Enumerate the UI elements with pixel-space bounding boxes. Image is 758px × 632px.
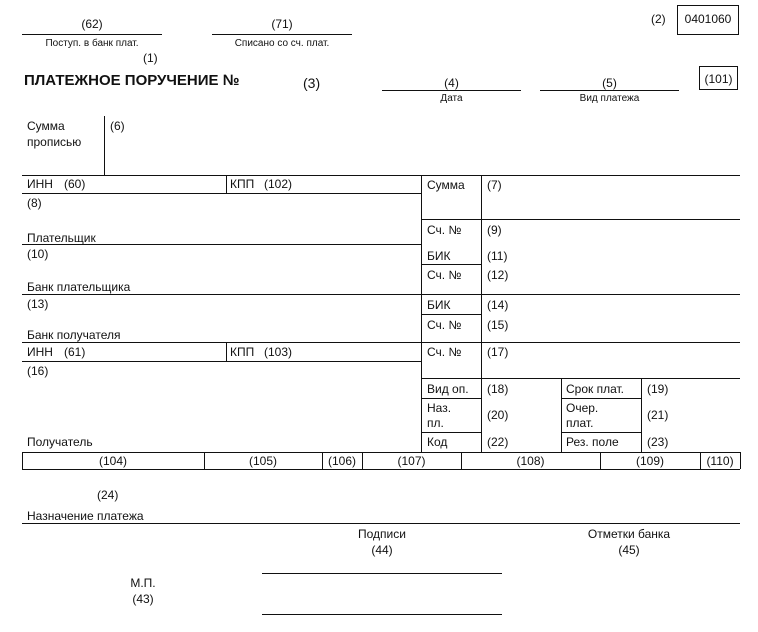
recipient-bank-account-label: Сч. № xyxy=(427,318,462,332)
payer-account-code: (9) xyxy=(487,223,502,237)
tax-field-110: (110) xyxy=(706,454,734,468)
payment-type-label: Вид платежа xyxy=(579,93,640,104)
purpose-label: Назначение платежа xyxy=(27,509,144,523)
recipient-inn-label: ИНН xyxy=(27,345,53,359)
code-3: (3) xyxy=(303,75,321,91)
reserve-code: (23) xyxy=(647,435,669,449)
grid-line xyxy=(421,314,481,315)
order-code: (21) xyxy=(647,408,669,422)
signature-line-2 xyxy=(262,614,502,615)
stamp-code: (43) xyxy=(132,592,154,606)
recipient-kpp-label: КПП xyxy=(230,345,255,359)
code-code: (22) xyxy=(487,435,509,449)
sum-code: (7) xyxy=(487,178,502,192)
grid-line xyxy=(226,175,227,193)
payer-bank-account-code: (12) xyxy=(487,268,509,282)
grid-line xyxy=(22,342,740,343)
bank-marks-label: Отметки банка xyxy=(587,527,671,541)
reserve-label: Рез. поле xyxy=(566,435,619,449)
recipient-kpp-code: (103) xyxy=(264,345,293,359)
code-71: (71) xyxy=(271,17,293,31)
deadline-code: (19) xyxy=(647,382,669,396)
order-label-2: плат. xyxy=(566,416,594,430)
payer-label: Плательщик xyxy=(27,231,96,245)
deadline-label: Срок плат. xyxy=(566,382,625,396)
payer-inn-label: ИНН xyxy=(27,177,53,191)
bank-marks-code: (45) xyxy=(618,543,640,557)
tax-field-108: (108) xyxy=(516,454,545,468)
grid-line xyxy=(22,193,421,194)
tax-field-106: (106) xyxy=(327,454,356,468)
payment-type-underline xyxy=(540,90,679,91)
page-title: ПЛАТЕЖНОЕ ПОРУЧЕНИЕ № xyxy=(24,72,240,89)
recipient-bank-code: (13) xyxy=(27,297,49,311)
label-received-by-bank: Поступ. в банк плат. xyxy=(45,38,139,49)
grid-line xyxy=(421,432,481,433)
recipient-account-code: (17) xyxy=(487,345,509,359)
op-type-code: (18) xyxy=(487,382,509,396)
code-2: (2) xyxy=(651,12,666,26)
tax-field-109: (109) xyxy=(635,454,664,468)
purpose-short-label-2: пл. xyxy=(427,416,444,430)
grid-line xyxy=(481,175,482,452)
form-number: 0401060 xyxy=(684,12,732,26)
payer-bank-code: (10) xyxy=(27,247,49,261)
payer-bank-account-label: Сч. № xyxy=(427,268,462,282)
recipient-bik-code: (14) xyxy=(487,298,509,312)
order-label-1: Очер. xyxy=(566,401,599,415)
grid-line xyxy=(561,398,641,399)
recipient-account-label: Сч. № xyxy=(427,345,462,359)
grid-line xyxy=(641,378,642,452)
payer-bik-label: БИК xyxy=(427,249,451,263)
date-label: Дата xyxy=(440,93,463,104)
payer-account-label: Сч. № xyxy=(427,223,462,237)
recipient-inn-code: (61) xyxy=(64,345,86,359)
grid-line xyxy=(421,264,481,265)
payer-bik-code: (11) xyxy=(487,249,508,263)
stamp-label: М.П. xyxy=(130,576,156,590)
purpose-short-code: (20) xyxy=(487,408,509,422)
grid-line xyxy=(740,452,741,469)
grid-line xyxy=(22,361,421,362)
grid-line xyxy=(561,378,562,452)
payer-kpp-code: (102) xyxy=(264,177,293,191)
op-type-label: Вид оп. xyxy=(427,382,469,396)
grid-line xyxy=(22,294,740,295)
grid-line xyxy=(22,452,740,453)
sum-label: Сумма xyxy=(427,178,465,192)
tax-field-105: (105) xyxy=(248,454,277,468)
code-62: (62) xyxy=(81,17,103,31)
tax-field-107: (107) xyxy=(397,454,426,468)
code-5: (5) xyxy=(602,76,617,90)
code-1: (1) xyxy=(143,51,158,65)
grid-line xyxy=(561,432,641,433)
divider xyxy=(212,34,352,35)
signatures-label: Подписи xyxy=(358,527,406,541)
grid-line xyxy=(22,523,740,524)
amount-words-label-1: Сумма xyxy=(27,119,65,133)
grid-line xyxy=(421,219,740,220)
payer-kpp-label: КПП xyxy=(230,177,255,191)
payer-inn-code: (60) xyxy=(64,177,86,191)
recipient-label: Получатель xyxy=(27,435,93,449)
payer-bank-label: Банк плательщика xyxy=(27,280,131,294)
recipient-bank-account-code: (15) xyxy=(487,318,509,332)
signature-line-1 xyxy=(262,573,502,574)
recipient-bank-label: Банк получателя xyxy=(27,328,121,342)
payer-name-code: (8) xyxy=(27,196,42,210)
grid-line xyxy=(421,378,740,379)
label-debited-from-account: Списано со сч. плат. xyxy=(234,38,330,49)
divider xyxy=(104,116,105,175)
recipient-name-code: (16) xyxy=(27,364,49,378)
code-4: (4) xyxy=(444,76,459,90)
divider xyxy=(22,34,162,35)
grid-line xyxy=(22,469,740,470)
grid-line xyxy=(421,398,481,399)
recipient-bik-label: БИК xyxy=(427,298,451,312)
code-label: Код xyxy=(427,435,448,449)
tax-field-104: (104) xyxy=(98,454,127,468)
purpose-code: (24) xyxy=(97,488,119,502)
grid-line xyxy=(226,342,227,361)
date-underline xyxy=(382,90,521,91)
amount-words-label-2: прописью xyxy=(27,135,82,149)
code-101: (101) xyxy=(704,72,733,86)
purpose-short-label-1: Наз. xyxy=(427,401,452,415)
signatures-code: (44) xyxy=(371,543,393,557)
grid-line xyxy=(22,175,740,176)
code-6: (6) xyxy=(110,119,125,133)
